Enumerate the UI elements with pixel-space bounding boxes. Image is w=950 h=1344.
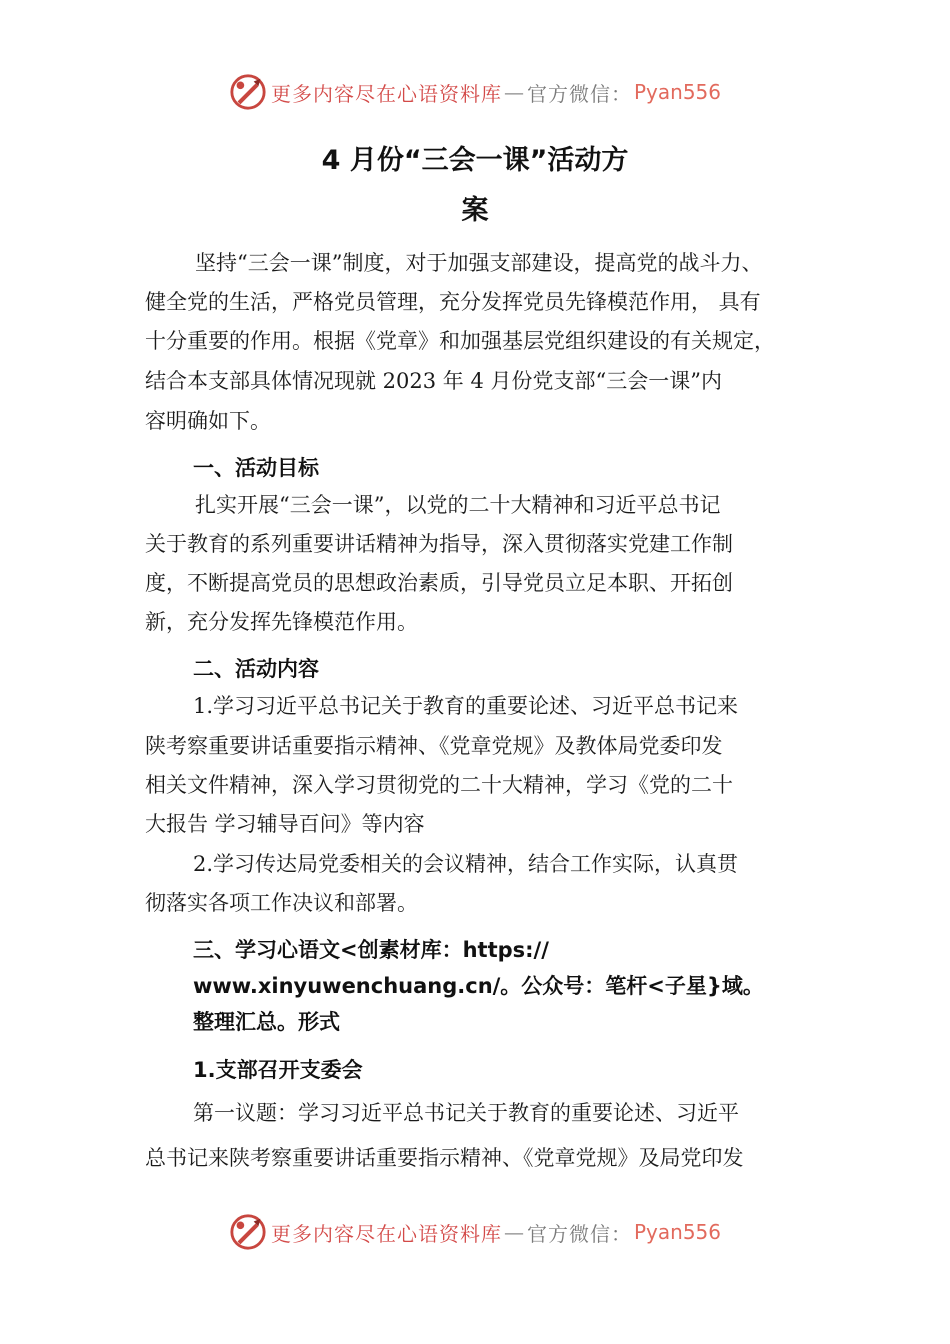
quill-logo-icon [229,73,267,111]
section2-item1-line-2: 陕考察重要讲话重要指示精神、《党章党规》及教体局党委印发 [145,734,723,758]
intro-line-1: 坚持“三会一课”制度，对于加强支部建设，提高党的战斗力、 [195,251,763,275]
section2-item2-line-1: 2.学习传达局党委相关的会议精神，结合工作实际，认真贯 [193,852,739,876]
section2-heading: 二、活动内容 [193,657,319,681]
quill-logo-icon [229,1213,267,1251]
watermark-footer [0,1210,950,1254]
section3-sub1-heading: 1.支部召开支委会 [193,1058,363,1082]
intro-line-2: 健全党的生活，严格党员管理，充分发挥党员先锋模范作用， 具有 [145,290,761,314]
section1-line-1: 扎实开展“三会一课”，以党的二十大精神和习近平总书记 [195,493,721,517]
section2-item1-line-1: 1.学习习近平总书记关于教育的重要论述、习近平总书记来 [193,694,739,718]
watermark-dash: — [503,1220,525,1244]
section1-heading: 一、活动目标 [193,456,319,480]
watermark-label: 官方微信： [526,81,632,106]
section3-sub1-line-1: 第一议题：学习习近平总书记关于教育的重要论述、习近平 [193,1101,739,1125]
watermark-brand: 更多内容尽在心语资料库 [270,1221,502,1246]
watermark-dash: — [503,80,525,104]
section1-line-4: 新，充分发挥先锋模范作用。 [145,610,418,634]
intro-line-4: 结合本支部具体情况现就 2023 年 4 月份党支部“三会一课”内 [145,369,722,393]
watermark-label: 官方微信： [526,1221,632,1246]
document-title-line2: 案 [461,195,489,226]
intro-line-3: 十分重要的作用。根据《党章》和加强基层党组织建设的有关规定， [145,329,775,353]
watermark-header [0,70,950,114]
section1-line-3: 度，不断提高党员的思想政治素质，引导党员立足本职、开拓创 [145,571,733,595]
document-title-line1: 4 月份“三会一课”活动方 [321,145,629,176]
watermark-wechat-id: Pyan556 [633,80,721,104]
section2-item1-line-4: 大报告 学习辅导百问》等内容 [145,812,425,836]
section3-heading-line-2: www.xinyuwenchuang.cn/。公众号：笔杆<子星}域。 [193,974,764,998]
watermark-brand: 更多内容尽在心语资料库 [270,81,502,106]
intro-line-5: 容明确如下。 [145,409,271,433]
section3-heading-line-3: 整理汇总。形式 [193,1010,340,1034]
section3-heading-line-1: 三、学习心语文<创素材库：https:// [193,938,549,962]
section1-line-2: 关于教育的系列重要讲话精神为指导，深入贯彻落实党建工作制 [145,532,733,556]
section2-item1-line-3: 相关文件精神，深入学习贯彻党的二十大精神，学习《党的二十 [145,773,733,797]
watermark-wechat-id: Pyan556 [633,1220,721,1244]
section3-sub1-line-2: 总书记来陕考察重要讲话重要指示精神、《党章党规》及局党印发 [145,1146,744,1170]
section2-item2-line-2: 彻落实各项工作决议和部署。 [145,891,418,915]
